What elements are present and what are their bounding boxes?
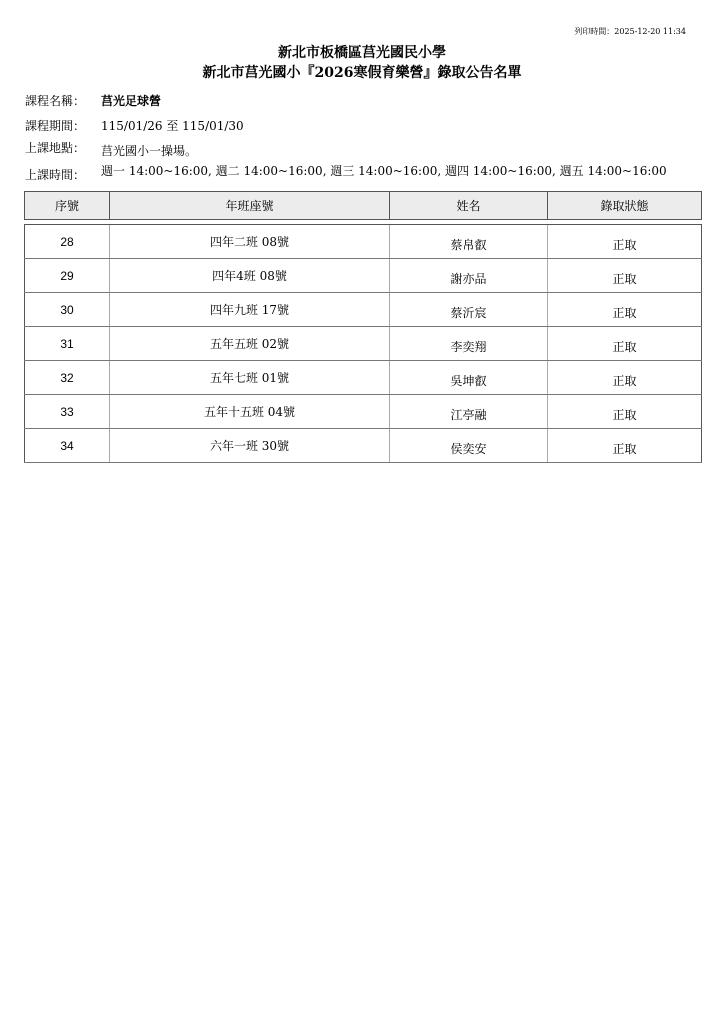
header-seq: 序號 <box>25 192 110 220</box>
table-row <box>25 361 702 395</box>
cell-status: 正取 <box>548 395 702 429</box>
print-timestamp: 列印時間：2025-12-20 11:34 <box>574 27 686 36</box>
cell-status: 正取 <box>548 259 702 293</box>
cell-seq: 30 <box>25 293 110 327</box>
table-row <box>25 395 702 429</box>
cell-name: 江亭融 <box>390 395 548 429</box>
header-name: 姓名 <box>390 192 548 220</box>
class-location-label: 上課地點： <box>25 141 86 155</box>
class-time-label: 上課時間： <box>25 168 86 182</box>
cell-name: 李奕翔 <box>390 327 548 361</box>
course-period-label: 課程期間： <box>25 119 86 133</box>
course-name-label: 課程名稱： <box>25 94 86 108</box>
cell-name: 謝亦品 <box>390 259 548 293</box>
school-name: 新北市板橋區莒光國民小學 <box>278 45 446 61</box>
cell-class-seat: 四年4班 08號 <box>110 259 390 293</box>
cell-status: 正取 <box>548 293 702 327</box>
cell-name: 蔡沂宸 <box>390 293 548 327</box>
course-period-value: 115/01/26 至 115/01/30 <box>101 119 244 133</box>
cell-name: 侯奕安 <box>390 429 548 463</box>
cell-status: 正取 <box>548 429 702 463</box>
cell-seq: 31 <box>25 327 110 361</box>
table-header-row <box>25 192 702 220</box>
header-status: 錄取狀態 <box>548 192 702 220</box>
cell-name: 蔡帛叡 <box>390 225 548 259</box>
header-class-seat: 年班座號 <box>110 192 390 220</box>
class-location-value: 莒光國小一操場。 <box>101 144 198 158</box>
cell-class-seat: 五年五班 02號 <box>110 327 390 361</box>
table-row <box>25 327 702 361</box>
cell-seq: 33 <box>25 395 110 429</box>
course-name-value: 莒光足球營 <box>101 94 162 108</box>
page-title: 新北市莒光國小『2026寒假育樂營』錄取公告名單 <box>202 65 522 81</box>
cell-class-seat: 五年十五班 04號 <box>110 395 390 429</box>
cell-status: 正取 <box>548 327 702 361</box>
table-row <box>25 293 702 327</box>
cell-seq: 34 <box>25 429 110 463</box>
cell-class-seat: 五年七班 01號 <box>110 361 390 395</box>
cell-name: 吳坤叡 <box>390 361 548 395</box>
cell-seq: 29 <box>25 259 110 293</box>
cell-seq: 32 <box>25 361 110 395</box>
table-row <box>25 429 702 463</box>
admission-table <box>24 191 702 463</box>
cell-status: 正取 <box>548 361 702 395</box>
class-time-value: 週一 14:00~16:00, 週二 14:00~16:00, 週三 14:00~16:00, 週四 14:00~16:00, 週五 14:00~16:00 <box>101 164 667 178</box>
table-row <box>25 225 702 259</box>
cell-class-seat: 四年九班 17號 <box>110 293 390 327</box>
cell-seq: 28 <box>25 225 110 259</box>
table-row <box>25 259 702 293</box>
cell-class-seat: 四年二班 08號 <box>110 225 390 259</box>
cell-class-seat: 六年一班 30號 <box>110 429 390 463</box>
cell-status: 正取 <box>548 225 702 259</box>
